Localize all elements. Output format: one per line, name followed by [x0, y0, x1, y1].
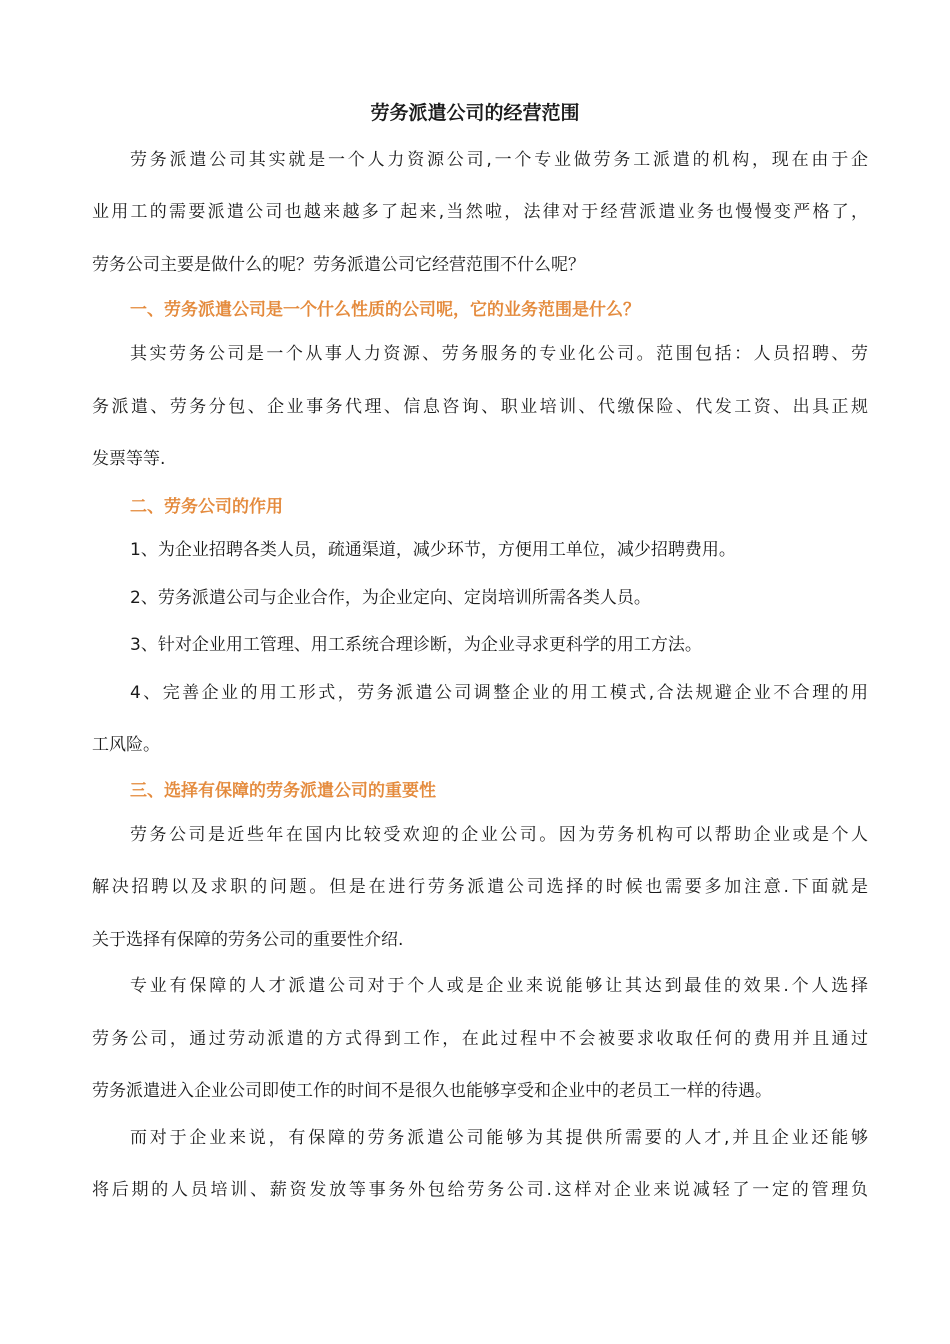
section1-line-2: 务派遣、劳务分包、企业事务代理、信息咨询、职业培训、代缴保险、代发工资、出具正规 — [92, 397, 868, 417]
section1-line-3: 发票等等. — [92, 449, 166, 469]
section3-para3-line-2: 将后期的人员培训、薪资发放等事务外包给劳务公司.这样对企业来说减轻了一定的管理负 — [92, 1180, 868, 1200]
section1-heading: 一、劳务派遣公司是一个什么性质的公司呢，它的业务范围是什么？ — [130, 300, 640, 320]
section3-heading: 三、选择有保障的劳务派遣公司的重要性 — [130, 781, 436, 801]
section2-item-1: 1、为企业招聘各类人员，疏通渠道，减少环节，方便用工单位，减少招聘费用。 — [130, 540, 736, 560]
section2-item-2: 2、劳务派遣公司与企业合作，为企业定向、定岗培训所需各类人员。 — [130, 588, 651, 608]
section2-item-4-cont: 工风险。 — [92, 735, 160, 755]
section3-para2-line-2: 劳务公司，通过劳动派遣的方式得到工作，在此过程中不会被要求收取任何的费用并且通过 — [92, 1029, 868, 1049]
section3-para1-line-3: 关于选择有保障的劳务公司的重要性介绍. — [92, 930, 404, 950]
section2-item-4: 4、完善企业的用工形式，劳务派遣公司调整企业的用工模式,合法规避企业不合理的用 — [130, 683, 868, 703]
intro-line-2: 业用工的需要派遣公司也越来越多了起来,当然啦，法律对于经营派遣业务也慢慢变严格了， — [92, 202, 868, 222]
section3-para3-line-1: 而对于企业来说，有保障的劳务派遣公司能够为其提供所需要的人才,并且企业还能够 — [130, 1128, 868, 1148]
section3-para1-line-1: 劳务公司是近些年在国内比较受欢迎的企业公司。因为劳务机构可以帮助企业或是个人 — [130, 825, 868, 845]
intro-line-3: 劳务公司主要是做什么的呢？劳务派遣公司它经营范围不什么呢？ — [92, 255, 585, 275]
section1-line-1: 其实劳务公司是一个从事人力资源、劳务服务的专业化公司。范围包括：人员招聘、劳 — [130, 344, 868, 364]
section3-para2-line-3: 劳务派遣进入企业公司即使工作的时间不是很久也能够享受和企业中的老员工一样的待遇。 — [92, 1081, 772, 1101]
section3-para1-line-2: 解决招聘以及求职的问题。但是在进行劳务派遣公司选择的时候也需要多加注意.下面就是 — [92, 877, 868, 897]
section3-para2-line-1: 专业有保障的人才派遣公司对于个人或是企业来说能够让其达到最佳的效果.个人选择 — [130, 976, 868, 996]
section2-heading: 二、劳务公司的作用 — [130, 497, 283, 517]
document-title: 劳务派遣公司的经营范围 — [370, 102, 580, 124]
section2-item-3: 3、针对企业用工管理、用工系统合理诊断，为企业寻求更科学的用工方法。 — [130, 635, 702, 655]
intro-line-1: 劳务派遣公司其实就是一个人力资源公司,一个专业做劳务工派遣的机构，现在由于企 — [130, 150, 868, 170]
